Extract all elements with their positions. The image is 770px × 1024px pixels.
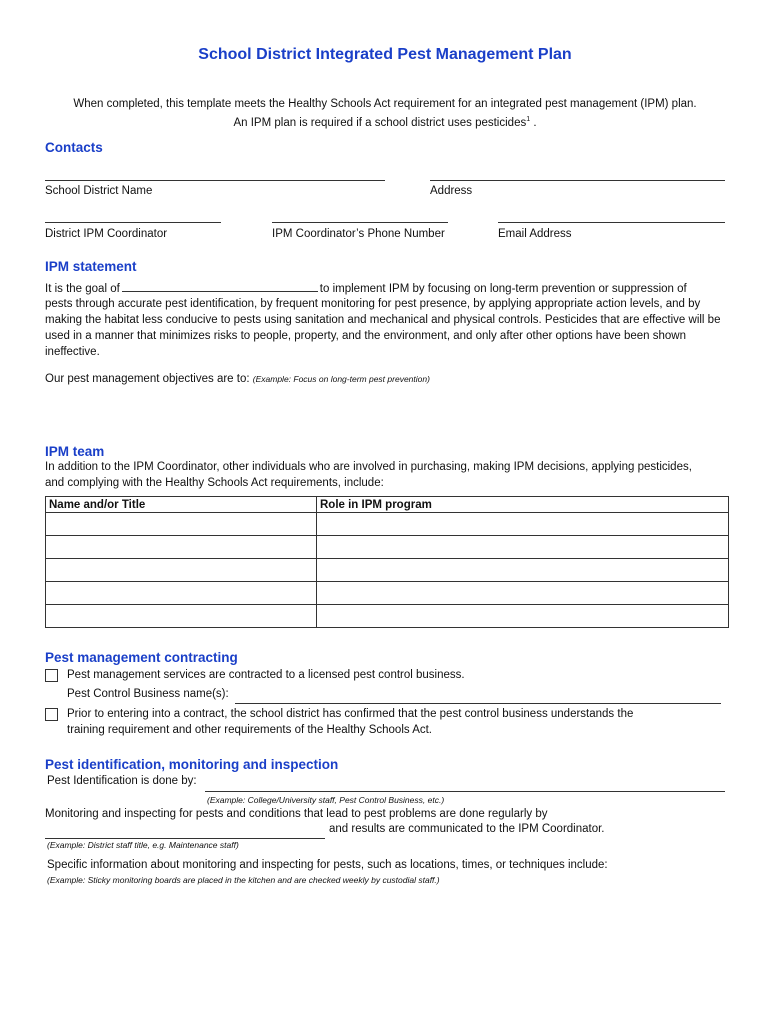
address-label: Address <box>430 185 473 197</box>
monitoring-line-2: and results are communicated to the IPM Coordinator. <box>329 823 605 835</box>
monitoring-field[interactable] <box>45 838 325 839</box>
footnote-mark: 1 <box>526 116 531 123</box>
col-role: Role in IPM program <box>317 497 729 513</box>
confirmed-checkbox[interactable] <box>45 708 58 721</box>
business-name-field[interactable] <box>235 703 721 704</box>
identification-label: Pest Identification is done by: <box>47 775 197 787</box>
monitoring-example: (Example: District staff title, e.g. Maintenance staff) <box>47 840 239 850</box>
ipm-team-intro: In addition to the IPM Coordinator, other individuals who are involved in purchasing, making IPM decisions, applying pesticides, and complying with the Healthy Schools Act requirements, include: <box>45 461 692 489</box>
table-header-row <box>46 497 729 513</box>
email-field[interactable] <box>498 222 725 223</box>
ipm-team-heading: IPM team <box>45 444 105 459</box>
identification-heading: Pest identification, monitoring and inspection <box>45 757 339 772</box>
table-row <box>46 536 729 559</box>
address-field[interactable] <box>430 180 725 181</box>
district-name-label: School District Name <box>45 185 153 197</box>
identification-example: (Example: College/University staff, Pest Control Business, etc.) <box>207 795 445 805</box>
objectives-label: Our pest management objectives are to: <box>45 373 250 385</box>
name-cell[interactable] <box>46 513 317 536</box>
name-cell[interactable] <box>46 605 317 628</box>
col-name-title: Name and/or Title <box>46 497 317 513</box>
intro-line-2: An IPM plan is required if a school district uses pesticides$^1$ . <box>233 116 537 129</box>
table-row <box>46 559 729 582</box>
goal-district-field[interactable] <box>122 280 318 292</box>
contracting-heading: Pest management contracting <box>45 650 238 665</box>
confirmed-label: Prior to entering into a contract, the school district has confirmed that the pest control business understands the training requirement and other requirements of the Healthy Schools Act. <box>67 708 634 736</box>
role-cell[interactable] <box>317 582 729 605</box>
name-cell[interactable] <box>46 536 317 559</box>
intro-line-1: When completed, this template meets the Healthy Schools Act requirement for an integrated pest management (IPM) plan. <box>73 98 697 110</box>
name-cell[interactable] <box>46 559 317 582</box>
role-cell[interactable] <box>317 536 729 559</box>
contracted-checkbox[interactable] <box>45 669 58 682</box>
table-row <box>46 582 729 605</box>
district-name-field[interactable] <box>45 180 385 181</box>
contacts-heading: Contacts <box>45 140 103 155</box>
ipm-statement-body: pests through accurate pest identification, by frequent monitoring for pest presence, by applying appropriate action levels, and by making the habitat less conducive to pests using sanitation and mechanical and physical controls. Pesticides that are effective will be used in a manner that minimizes risks to people, property, and the environment, and only after other options have been shown ineffective. <box>45 298 721 358</box>
role-cell[interactable] <box>317 513 729 536</box>
contracted-label: Pest management services are contracted to a licensed pest control business. <box>67 669 465 681</box>
identification-field[interactable] <box>205 791 725 792</box>
ipm-statement-goal: It is the goal of to implement IPM by focusing on long-term prevention or suppression of <box>45 280 731 297</box>
phone-label: IPM Coordinator’s Phone Number <box>272 228 445 240</box>
name-cell[interactable] <box>46 582 317 605</box>
ipm-statement-heading: IPM statement <box>45 259 137 274</box>
coordinator-field[interactable] <box>45 222 221 223</box>
role-cell[interactable] <box>317 605 729 628</box>
table-row <box>46 513 729 536</box>
table-row <box>46 605 729 628</box>
email-label: Email Address <box>498 228 572 240</box>
monitoring-line-1: Monitoring and inspecting for pests and conditions that lead to pest problems are done regularly by <box>45 808 548 820</box>
specific-info-example: (Example: Sticky monitoring boards are placed in the kitchen and are checked weekly by custodial staff.) <box>47 875 440 885</box>
business-name-label: Pest Control Business name(s): <box>67 688 229 700</box>
objectives <box>45 371 731 387</box>
objectives-example: (Example: Focus on long-term pest prevention) <box>252 374 430 384</box>
phone-field[interactable] <box>272 222 448 223</box>
intro-text <box>40 96 730 131</box>
page-title: School District Integrated Pest Management Plan <box>198 46 572 63</box>
role-cell[interactable] <box>317 559 729 582</box>
ipm-team-table <box>45 496 729 628</box>
specific-info-label: Specific information about monitoring and inspecting for pests, such as locations, times, or techniques include: <box>47 859 608 871</box>
coordinator-label: District IPM Coordinator <box>45 228 168 240</box>
